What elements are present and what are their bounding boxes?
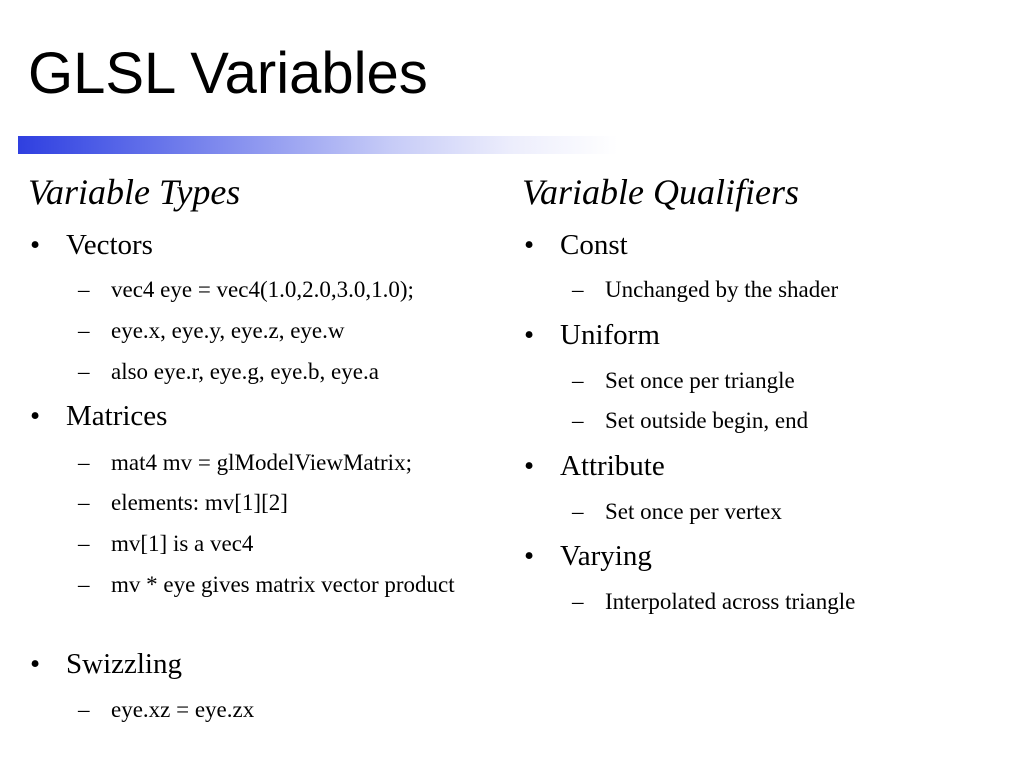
slide-title: GLSL Variables [28, 41, 428, 106]
dash-glyph: – [572, 368, 584, 393]
dash-glyph: – [78, 572, 90, 597]
bullet-label: Matrices [66, 400, 168, 432]
bullet-label: Const [560, 229, 628, 261]
column-heading-variable-types: Variable Types [28, 172, 241, 212]
sub-item-text: vec4 eye = vec4(1.0,2.0,3.0,1.0); [111, 277, 414, 302]
sub-item-text: eye.xz = eye.zx [111, 697, 255, 722]
dash-glyph: – [572, 589, 584, 614]
bullet-glyph: • [524, 229, 535, 261]
sub-item-text: Unchanged by the shader [605, 277, 839, 302]
bullet-label: Attribute [560, 450, 665, 482]
column-heading-variable-qualifiers: Variable Qualifiers [522, 172, 799, 212]
sub-item-text: mv[1] is a vec4 [111, 531, 254, 556]
dash-glyph: – [78, 277, 90, 302]
bullet-glyph: • [524, 319, 535, 351]
bullet-glyph: • [30, 648, 41, 680]
bullet-glyph: • [524, 450, 535, 482]
dash-glyph: – [78, 450, 90, 475]
bullet-glyph: • [30, 400, 41, 432]
dash-glyph: – [572, 277, 584, 302]
dash-glyph: – [572, 499, 584, 524]
sub-item-text: elements: mv[1][2] [111, 490, 288, 515]
sub-item-text: mat4 mv = glModelViewMatrix; [111, 450, 412, 475]
dash-glyph: – [78, 490, 90, 515]
bullet-label: Varying [560, 540, 652, 572]
title-gradient-bar [18, 136, 618, 154]
sub-item-text: Set once per vertex [605, 499, 782, 524]
sub-item-text: mv * eye gives matrix vector product [111, 572, 455, 597]
dash-glyph: – [78, 318, 90, 343]
sub-item-text: eye.x, eye.y, eye.z, eye.w [111, 318, 345, 343]
dash-glyph: – [572, 408, 584, 433]
bullet-glyph: • [524, 540, 535, 572]
sub-item-text: Interpolated across triangle [605, 589, 856, 614]
dash-glyph: – [78, 697, 90, 722]
bullet-label: Vectors [66, 229, 153, 261]
sub-item-text: Set once per triangle [605, 368, 795, 393]
bullet-label: Uniform [560, 319, 660, 351]
bullet-label: Swizzling [66, 648, 182, 680]
dash-glyph: – [78, 359, 90, 384]
sub-item-text: Set outside begin, end [605, 408, 809, 433]
dash-glyph: – [78, 531, 90, 556]
sub-item-text: also eye.r, eye.g, eye.b, eye.a [111, 359, 379, 384]
bullet-glyph: • [30, 229, 41, 261]
